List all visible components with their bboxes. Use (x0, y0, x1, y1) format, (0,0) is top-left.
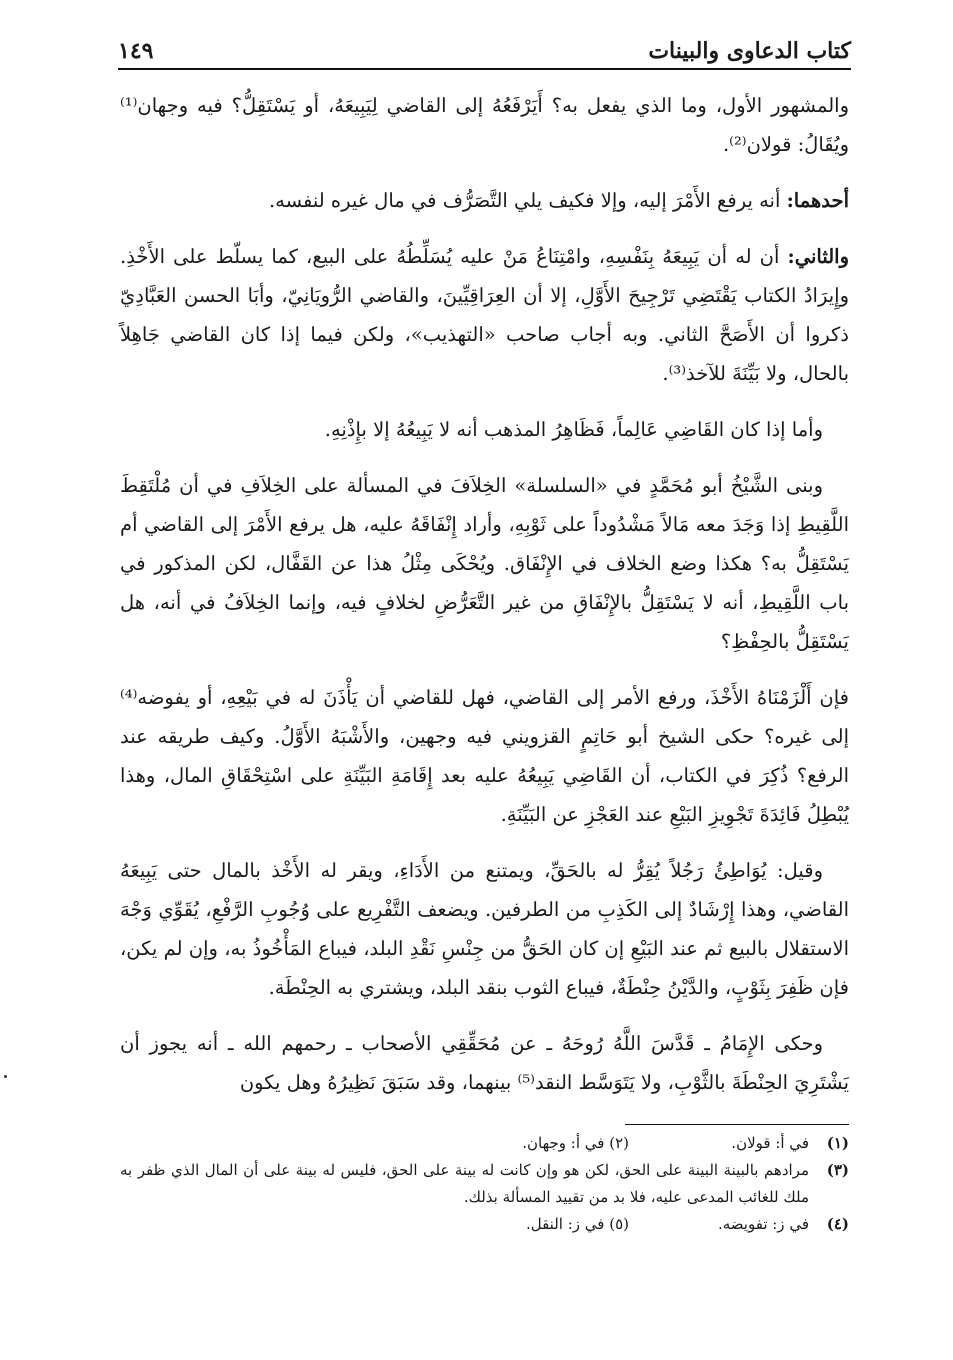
footnote-number: (٣) (826, 1161, 849, 1179)
footnote-pair (120, 1211, 809, 1238)
paragraph-7-text: وقيل: يُوَاطِئُ رَجُلاً يُقِرُّ له بالحَقِّ، ويمتنع من الأَدَاءِ، ويقر له الأَخْذ بالمال حتى يَبِيعَهُ القاضي، وهذا إِرْشَادٌ إلى الكَذِبِ من الطرفين. ويضعف التَّفْرِيع على وُجُوبِ الرَّفْعِ، يُقَوِّي وَجْهَ الاستقلال بالبيع ثم عند البَيْعِ إن كان الحَقُّ من جِنْسِ نَقْدِ البلد، فيباع المَأْخُوذُ به، وإن لم يكن، فإن ظَفِرَ بِثَوْبٍ، والدَّيْنُ حِنْطَةٌ، فيباع الثوب بنقد البلد، ويشتري به الحِنْطَة. (120, 859, 849, 999)
page-number: ١٤٩ (118, 38, 154, 64)
footnote-number: (١) (826, 1134, 849, 1152)
footnote-row-3 (120, 1157, 849, 1211)
footnote-row-4 (120, 1211, 849, 1238)
paragraph-5 (120, 466, 849, 661)
footnotes (120, 1130, 849, 1238)
footnote-3-text: مرادهم بالبينة البينة على الحق، لكن هو وإن كانت له بينة على الحق، فليس له بينة على أن المال الذي ظفر به ملك للغائب المدعى عليه، فلا بد من تقييد المسألة بذلك. (120, 1161, 809, 1206)
footnote-4-text: في ز: تفويضه. (717, 1215, 809, 1233)
footnote-5-text: (٥) في ز: النقل. (525, 1215, 629, 1233)
paragraph-6 (120, 678, 849, 834)
paragraph-2 (120, 181, 849, 220)
page-header (118, 30, 851, 70)
paragraph-4 (120, 410, 849, 449)
footnote-divider (625, 1124, 849, 1125)
footnote-pair (120, 1130, 809, 1157)
paragraph-2-text: أنه يرفع الأَمْرَ إليه، وإلا فكيف يلي التَّصَرُّف في مال غيره لنفسه. (268, 189, 781, 212)
paragraph-2-lead: أحدهما: (786, 189, 849, 212)
paragraph-6-text: فإن أَلْزَمْنَاهُ الأَخْذَ، ورفع الأمر إلى القاضي، فهل للقاضي أن يَأْذَنَ له في بَيْعِهِ، أو يفوضه⁽⁴⁾ إلى غيره؟ حكى الشيخ أبو حَاتِمٍ القزويني فيه وجهين، والأَشْبَهُ الأَوَّلُ. وكيف طريقه عند الرفع؟ ذُكِرَ في الكتاب، أن القَاضِي يَبِيعُهُ عليه بعد إِقَامَةِ البَيِّنَةِ على اسْتِحْقَاقِ المال، وهذا يُبْطِلُ فَائِدَةَ تَجْوِيزِ البَيْعِ عند العَجْزِ عن البَيِّنَةِ. (120, 686, 849, 826)
paragraph-1 (120, 86, 849, 164)
footnote-row-1 (120, 1130, 849, 1157)
paragraph-8 (120, 1024, 849, 1102)
scan-speck (4, 1075, 7, 1078)
footnote-2-text: (٢) في أ: وجهان. (522, 1134, 629, 1152)
running-head: كتاب الدعاوى والبينات (648, 38, 851, 64)
paragraph-7 (120, 851, 849, 1007)
paragraph-3-text: أن له أن يَبِيعَهُ بِنَفْسِهِ، وامْتِنَاعُ مَنْ عليه يُسَلِّطُهُ على البيع، كما يسلّط على الأَخْذِ. وإِيرَادُ الكتاب يَقْتَضِي تَرْجِيحَ الأَوَّلِ، إلا أن العِرَاقِيِّينَ، والقاضي الرُّويَانِيّ، وأبَا الحسن العَبَّادِيّ ذكروا أن الأَصَحَّ الثاني. وبه أجاب صاحب «التهذيب»، ولكن فيما إذا كان القاضي جَاهِلاً بالحال، ولا بَيِّنَةَ للآخذ⁽³⁾. (120, 245, 849, 385)
footnote-1-text: في أ: قولان. (731, 1134, 809, 1152)
paragraph-5-text: وبنى الشَّيْخُ أبو مُحَمَّدٍ في «السلسلة» الخِلاَفَ في المسألة على الخِلاَفِ في أن مُلْتَقِطَ اللَّقِيطِ إذا وَجَدَ معه مَالاً مَشْدُوداً على ثَوْبِهِ، وأراد إِنْفَاقَهُ عليه، هل يرفع الأَمْرَ إلى القاضي أم يَسْتَقِلُّ به؟ هكذا وضع الخلاف في الإِنْفَاق. ويُحْكَى مِثْلُ هذا عن القَفَّال، لكن المذكور في باب اللَّقِيطِ، أنه لا يَسْتَقِلُّ بالإِنْفَاقِ من غير التَّعَرُّضِ لخلافٍ فيه، وإنما الخِلاَفُ في أنه، هل يَسْتَقِلُّ بالحِفْظِ؟ (120, 474, 849, 653)
main-text (120, 86, 849, 1110)
paragraph-1-text: والمشهور الأول، وما الذي يفعل به؟ أَيَرْفَعُهُ إلى القاضي لِيَبِيعَهُ، أو يَسْتَقِلُّ؟ فيه وجهان⁽¹⁾ ويُقَالُ: قولان⁽²⁾. (120, 94, 849, 156)
paragraph-4-text: وأما إذا كان القَاضِي عَالِماً، فَظَاهِرُ المذهب أنه لا يَبِيعُهُ إلا بإِذْنِهِ. (324, 418, 823, 441)
paragraph-3 (120, 237, 849, 393)
footnote-number: (٤) (826, 1215, 849, 1233)
paragraph-8-text: وحكى الإِمَامُ ـ قَدَّسَ اللَّهُ رُوحَهُ ـ عن مُحَقِّقِي الأصحاب ـ رحمهم الله ـ أنه يجوز أن يَشْتَرِيَ الحِنْطَةَ بالثَّوْبِ، ولا يَتَوَسَّط النقد⁽⁵⁾ بينهما، وقد سَبَقَ نَظِيرُهُ وهل يكون (120, 1032, 849, 1094)
paragraph-3-lead: والثاني: (787, 245, 849, 268)
